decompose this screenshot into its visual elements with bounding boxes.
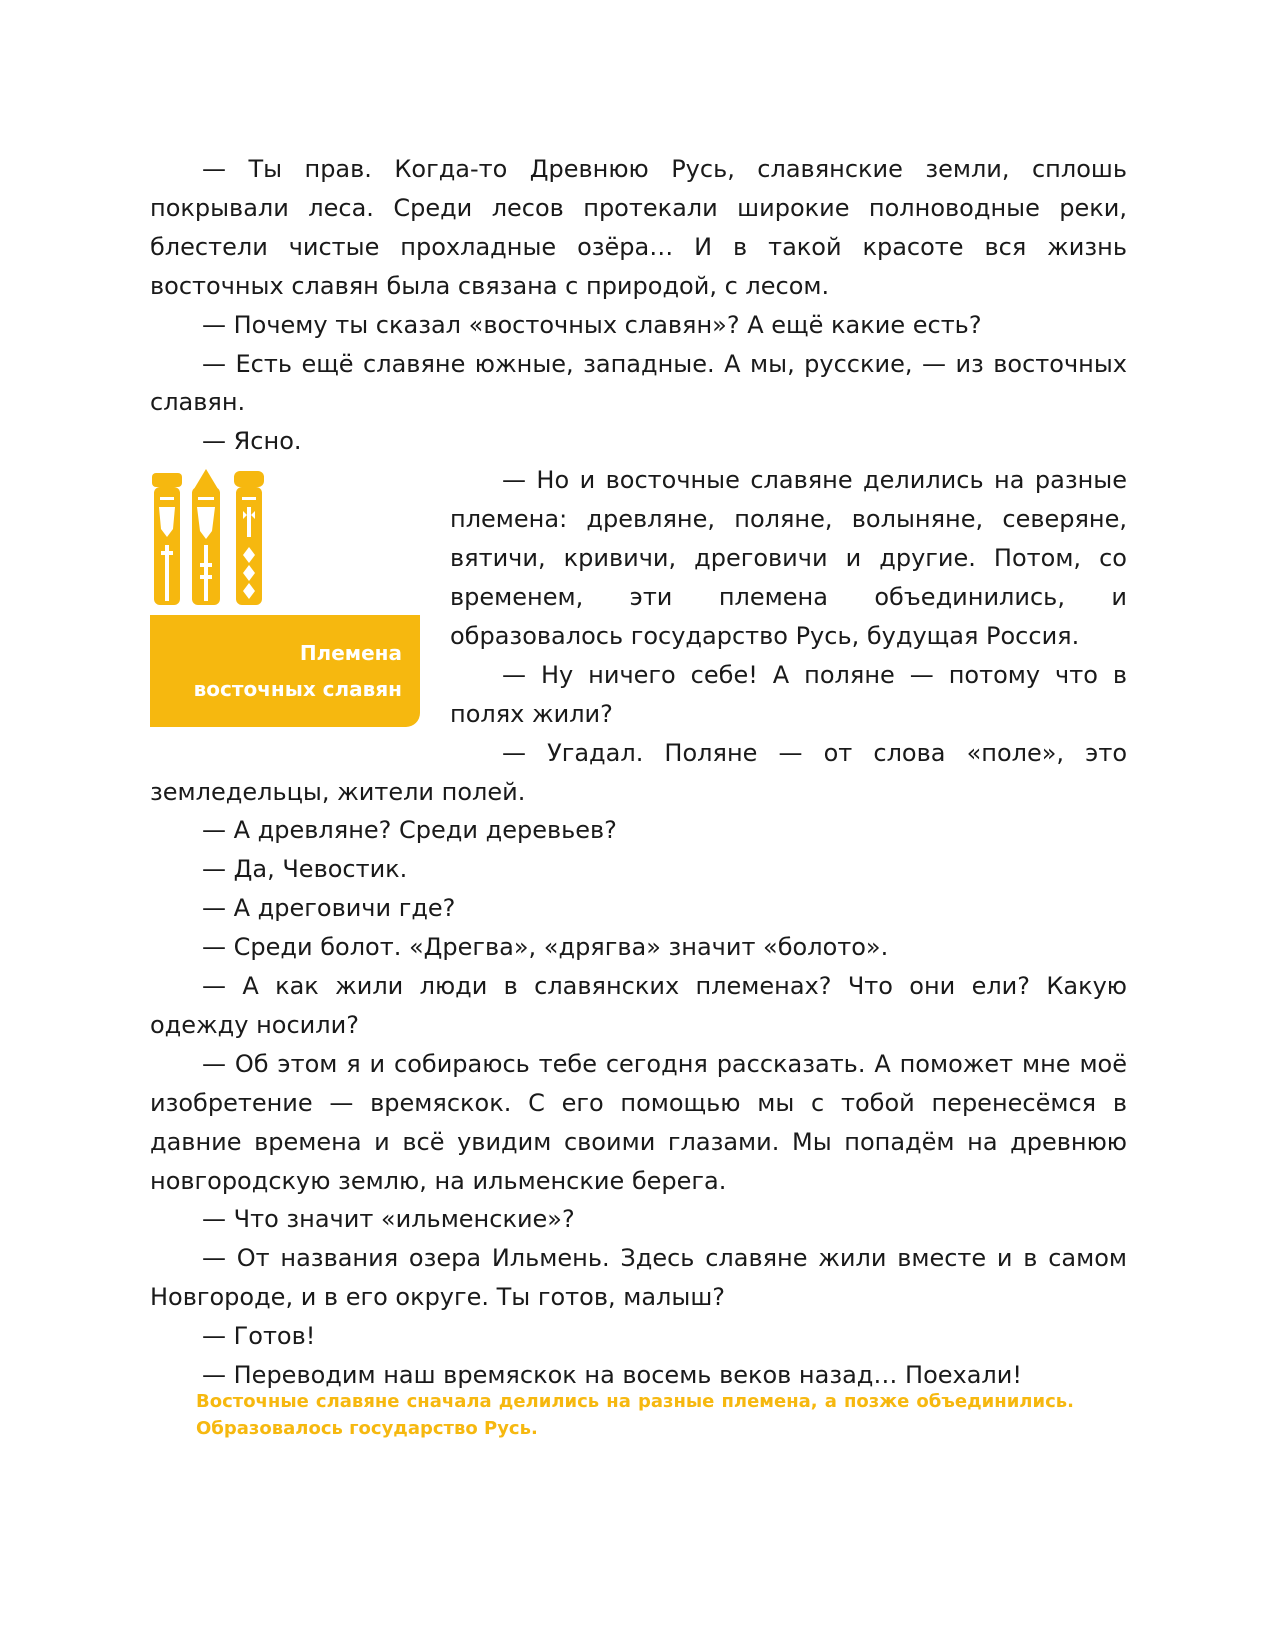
paragraph: — Что значит «ильменские»?: [202, 1205, 575, 1234]
paragraph: — А как жили люди в славянских племенах? Что они ели? Какую одежду носили?: [150, 972, 1127, 1039]
figure-caption-banner: [150, 615, 420, 727]
paragraph: — Среди болот. «Дрегва», «дрягва» значит «болото».: [202, 933, 889, 962]
text-body: [150, 150, 1127, 1395]
paragraph: — Ясно.: [202, 427, 302, 456]
paragraph: — Да, Чевостик.: [202, 855, 408, 884]
caption-line: Племена: [299, 641, 402, 666]
caption-line: восточных славян: [193, 677, 402, 702]
tribes-figure: [150, 467, 420, 729]
paragraph: — А дреговичи где?: [202, 894, 456, 923]
paragraph: — От названия озера Ильмень. Здесь славяне жили вместе и в самом Новгороде, и в его округе. Ты готов, малыш?: [150, 1244, 1127, 1312]
paragraph: — Об этом я и собираюсь тебе сегодня рассказать. А поможет мне моё изобретение — времяскок. С его помощью мы с тобой перенесёмся в давние времена и всё увидим своими глазами. Мы попадём на древнюю новгородскую землю, на ильменские берега.: [150, 1049, 1127, 1195]
paragraph: — Но и восточные славяне делились на разные племена: древляне, поляне, волыняне, северяне, вятичи, кривичи, дреговичи и другие. Потом, со временем, эти племена объединились, и образовалось государство Русь, будущая Россия.: [450, 466, 1127, 650]
paragraph: — Угадал. Поляне — от слова «поле», это земледельцы, жители полей.: [150, 738, 1127, 806]
paragraph: — Переводим наш времяскок на восемь веков назад… Поехали!: [202, 1361, 1022, 1390]
paragraph: — Есть ещё славяне южные, западные. А мы, русские, — из восточных славян.: [150, 349, 1127, 417]
three-slavic-figures-icon: [150, 467, 268, 607]
paragraph: — Почему ты сказал «восточных славян»? А ещё какие есть?: [202, 310, 982, 339]
paragraph: — Ты прав. Когда-то Древнюю Русь, славянские земли, сплошь покрывали леса. Среди лесов протекали широкие полноводные реки, блестели чистые прохладные озёра… И в такой красоте вся жизнь восточных славян была связана с природой, с лесом.: [150, 155, 1127, 300]
paragraph: — Ну ничего себе! А поляне — потому что в полях жили?: [450, 660, 1127, 728]
summary-note: Восточные славяне сначала делились на разные племена, а позже объединились. Образовалось государство Русь.: [196, 1391, 1074, 1439]
paragraph: — А древляне? Среди деревьев?: [202, 816, 617, 845]
paragraph: — Готов!: [202, 1322, 316, 1351]
